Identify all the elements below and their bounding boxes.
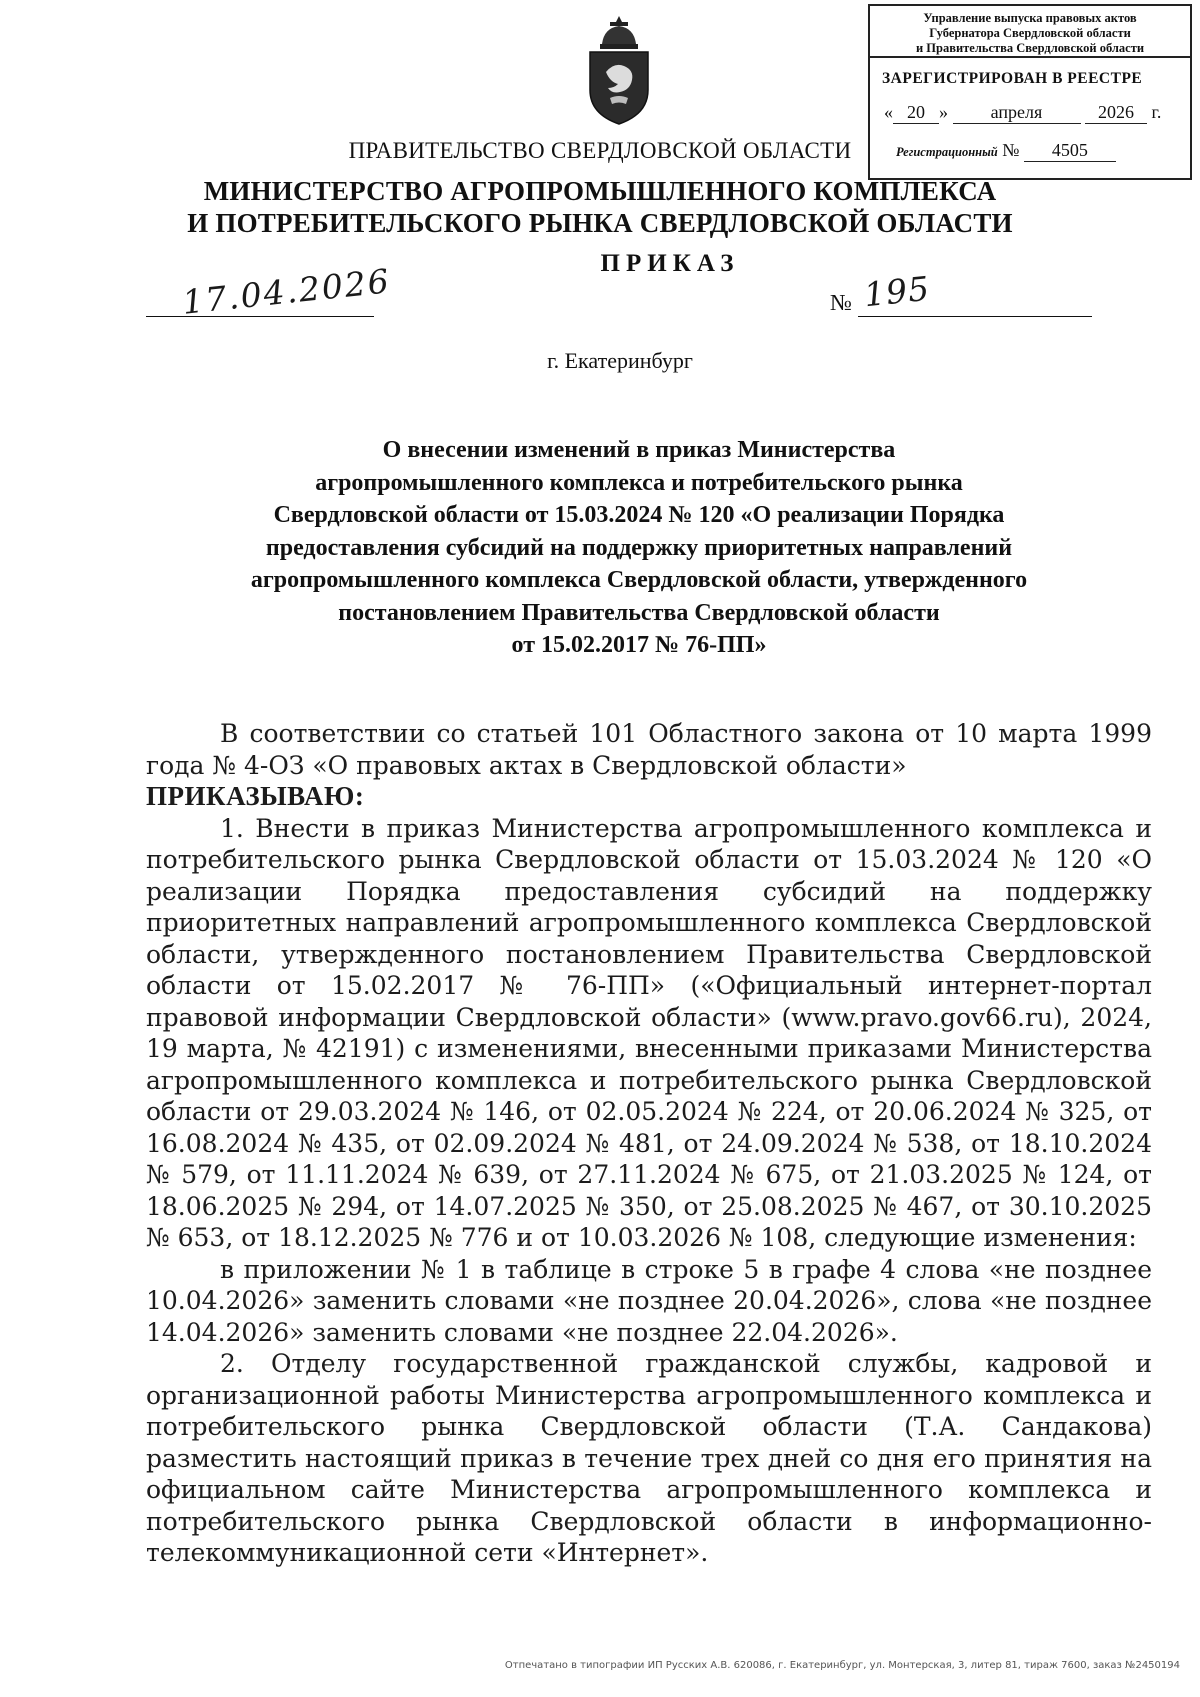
city: г. Екатеринбург bbox=[547, 348, 693, 373]
stamp-month: апреля bbox=[953, 102, 1081, 124]
item-1-paragraph: 1. Внести в приказ Министерства агропромышленного комплекса и потребительского рынка Свердловской области от 15.03.2024 № 120 «О реализации Порядка предоставления субсидий на поддержку приоритетных направлений агропромышленного комплекса Свердловской области, утвержденного постановлением Правительства Свердловской области от 15.02.2017 № 76-ПП» («Официальный интернет-портал правовой информации Свердловской области» (www.pravo.gov66.ru), 2024, 19 марта, № 42191) с изменениями, внесенными приказами Министерства агропромышленного комплекса и потребительского рынка Свердловской области от 29.03.2024 № 146, от 02.05.2024 № 224, от 20.06.2024 № 325, от 16.08.2024 № 435, от 02.09.2024 № 481, от 24.09.2024 № 538, от 18.10.2024 № 579, от 11.11.2024 № 639, от 27.11.2024 № 675, от 21.03.2025 № 124, от 18.06.2025 № 294, от 14.07.2025 № 350, от 25.08.2025 № 467, от 30.10.2025 № 653, от 18.12.2025 № 776 и от 10.03.2026 № 108, следующие изменения: bbox=[146, 813, 1152, 1252]
title-line: О внесении изменений в приказ Министерства bbox=[382, 437, 896, 463]
preamble-paragraph: В соответствии со статьей 101 Областного закона от 10 марта 1999 года № 4-ОЗ «О правовых актах в Свердловской области» bbox=[146, 719, 1152, 780]
order-date-handwritten: 17.04.2026 bbox=[180, 261, 393, 322]
coat-of-arms-emblem bbox=[584, 14, 654, 126]
print-note: Отпечатано в типографии ИП Русских А.В. 620086, г. Екатеринбург, ул. Монтерская, 3, литер 81, тираж 7600, заказ №2450194 bbox=[504, 1660, 1180, 1671]
stamp-date bbox=[884, 102, 1190, 124]
stamp-open-quote: « bbox=[884, 102, 893, 122]
stamp-header-line: и Правительства Свердловской области bbox=[915, 41, 1145, 55]
item-2-paragraph: 2. Отделу государственной гражданской службы, кадровой и организационной работы Министерства агропромышленного комплекса и потребительского рынка Свердловской области (Т.А. Сандакова) разместить настоящий приказ в течение трех дней со дня его принятия на официальном сайте Министерства агропромышленного комплекса и потребительского рынка Свердловской области в информационно-телекоммуникационной сети «Интернет». bbox=[146, 1349, 1152, 1567]
stamp-close-quote: » bbox=[939, 102, 948, 122]
stamp-registered-text: ЗАРЕГИСТРИРОВАН В РЕЕСТРЕ bbox=[882, 70, 1143, 87]
government-name: ПРАВИТЕЛЬСТВО СВЕРДЛОВСКОЙ ОБЛАСТИ bbox=[348, 138, 852, 163]
ministry-name-line1: МИНИСТЕРСТВО АГРОПРОМЫШЛЕННОГО КОМПЛЕКСА bbox=[203, 176, 997, 206]
order-number-label: № bbox=[830, 290, 852, 315]
title-line: агропромышленного комплекса Свердловской области, утвержденного bbox=[250, 567, 1028, 593]
stamp-reg-number: 4505 bbox=[1024, 140, 1116, 162]
stamp-header-line: Губернатора Свердловской области bbox=[929, 26, 1131, 40]
title-line: от 15.02.2017 № 76-ПП» bbox=[511, 632, 767, 658]
document-type: ПРИКАЗ bbox=[600, 250, 740, 277]
stamp-num-sign: № bbox=[1002, 140, 1020, 160]
title-line: постановлением Правительства Свердловской области bbox=[338, 599, 940, 626]
order-number-field bbox=[858, 270, 1092, 317]
order-date-field bbox=[146, 261, 393, 322]
stamp-reg-label: Регистрационный bbox=[896, 145, 998, 159]
title-line: предоставления субсидий на поддержку приоритетных направлений bbox=[265, 534, 1013, 561]
order-word: ПРИКАЗЫВАЮ: bbox=[146, 781, 365, 811]
stamp-year-suffix: г. bbox=[1151, 102, 1162, 122]
ministry-name-line2: И ПОТРЕБИТЕЛЬСКОГО РЫНКА СВЕРДЛОВСКОЙ ОБЛАСТИ bbox=[187, 208, 1013, 238]
order-word-paragraph bbox=[146, 781, 1152, 813]
document-title bbox=[170, 434, 1108, 662]
stamp-header bbox=[870, 6, 1190, 58]
title-line: Свердловской области от 15.03.2024 № 120 «О реализации Порядка bbox=[273, 502, 1005, 528]
document-body bbox=[146, 718, 1152, 1569]
stamp-day: 20 bbox=[893, 102, 939, 124]
title-line: агропромышленного комплекса и потребительского рынка bbox=[315, 469, 963, 496]
stamp-year: 2026 bbox=[1085, 102, 1147, 124]
order-number-handwritten: 195 bbox=[862, 268, 932, 315]
item-1-change-paragraph: в приложении № 1 в таблице в строке 5 в графе 4 слова «не позднее 10.04.2026» заменить словами «не позднее 20.04.2026», слова «не позднее 14.04.2026» заменить словами «не позднее 22.04.2026». bbox=[146, 1254, 1152, 1347]
stamp-header-line: Управление выпуска правовых актов bbox=[923, 11, 1137, 25]
